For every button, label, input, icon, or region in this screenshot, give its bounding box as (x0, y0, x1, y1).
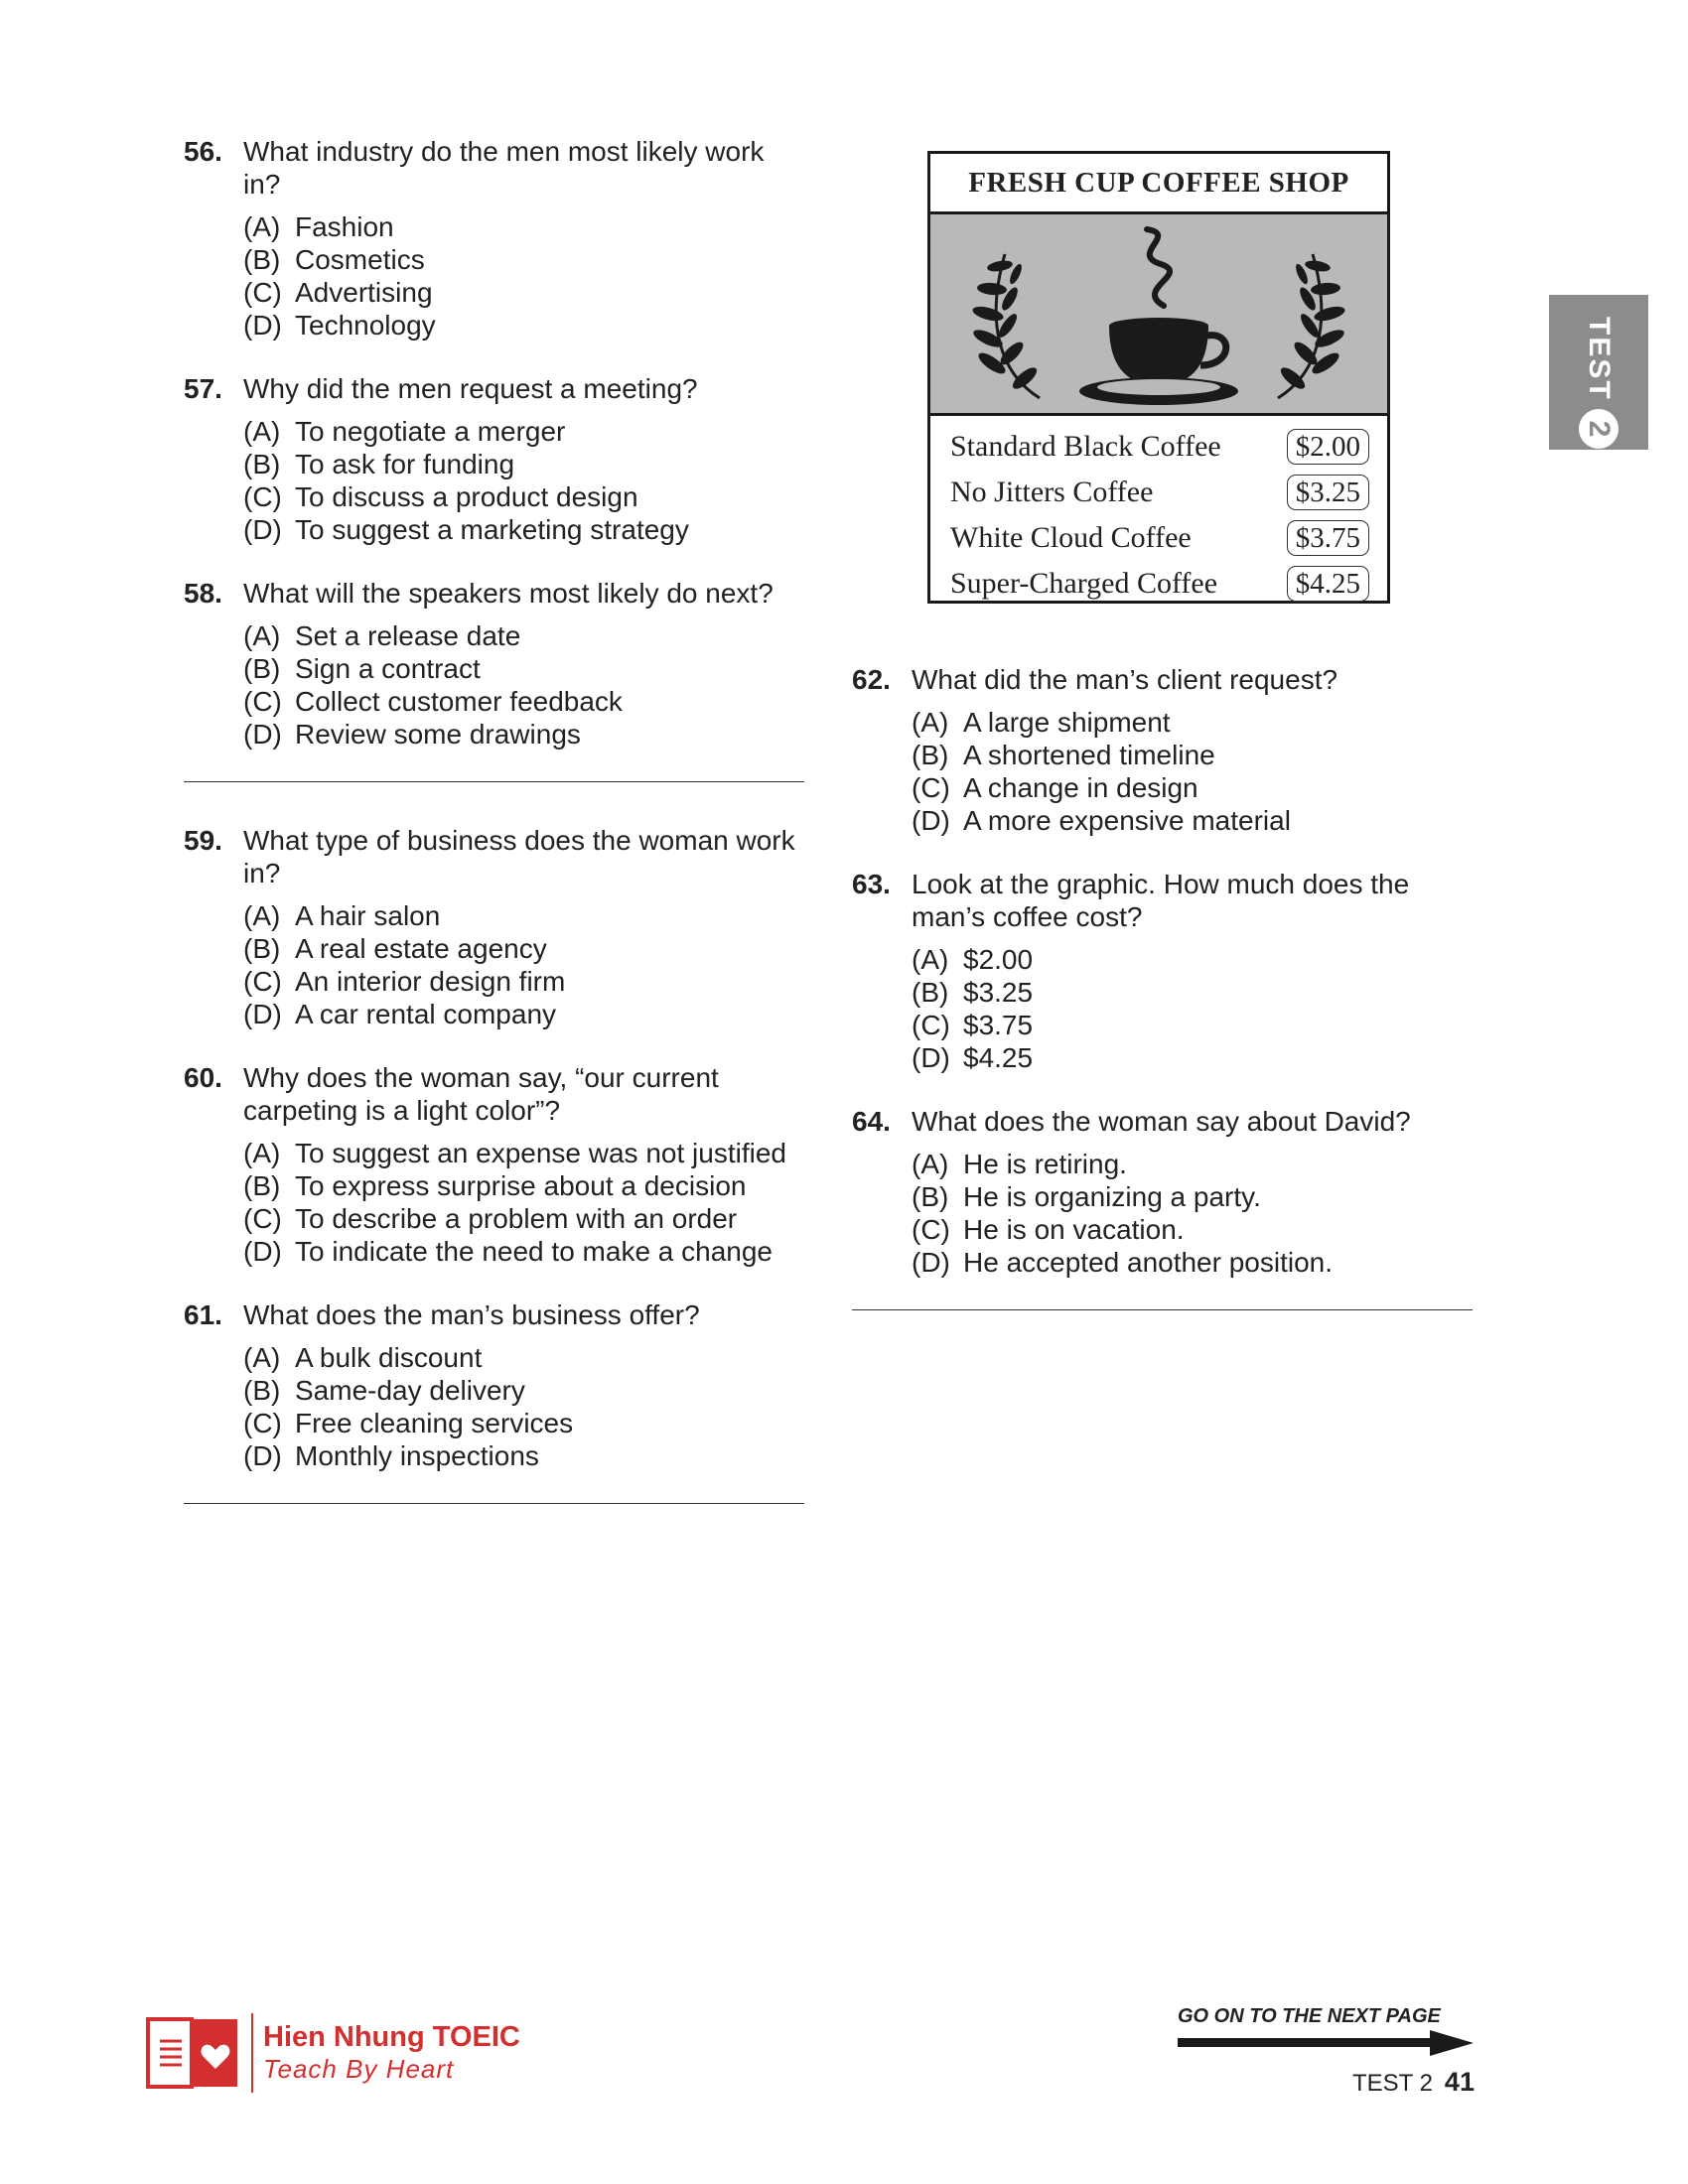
option-text: To indicate the need to make a change (295, 1236, 774, 1267)
question-59 (184, 824, 804, 1030)
question-number: 60. (184, 1062, 222, 1093)
question-number: 56. (184, 136, 222, 167)
answer-option (912, 943, 1473, 976)
answer-option (243, 619, 804, 652)
question-61 (184, 1298, 804, 1472)
option-letter: (D) (243, 514, 282, 545)
footer-test-label: TEST 2 (1352, 2070, 1433, 2097)
answer-options (243, 899, 804, 1030)
question-text: What will the speakers most likely do next? (243, 578, 774, 609)
answer-option (243, 685, 804, 718)
menu-row (950, 424, 1369, 470)
coffee-cup-icon (930, 214, 1387, 413)
menu-row (950, 515, 1369, 561)
option-text: A real estate agency (295, 933, 547, 964)
option-letter: (B) (243, 653, 281, 684)
option-letter: (A) (243, 620, 281, 651)
next-page-label: GO ON TO THE NEXT PAGE (1178, 2005, 1441, 2027)
answer-option (243, 276, 804, 309)
question-stem (852, 868, 1473, 933)
option-text: A hair salon (295, 900, 441, 931)
option-text: A bulk discount (295, 1342, 483, 1373)
option-text: $4.25 (963, 1042, 1034, 1073)
option-letter: (A) (243, 211, 281, 242)
option-text: A more expensive material (963, 805, 1291, 836)
menu-row (950, 470, 1369, 515)
answer-option (243, 1341, 804, 1374)
option-letter: (A) (912, 944, 949, 975)
answer-options (243, 210, 804, 341)
question-number: 62. (852, 664, 891, 695)
option-letter: (B) (243, 449, 281, 479)
option-text: Cosmetics (295, 244, 425, 275)
option-text: Sign a contract (295, 653, 481, 684)
question-number: 61. (184, 1299, 222, 1330)
question-64 (852, 1105, 1473, 1279)
option-text: To express surprise about a decision (295, 1170, 747, 1201)
answer-options (243, 619, 804, 751)
option-letter: (B) (912, 1181, 949, 1212)
brand-slogan: Teach By Heart (263, 2054, 455, 2084)
option-letter: (C) (243, 966, 282, 997)
option-text: Review some drawings (295, 719, 581, 750)
option-text: To discuss a product design (295, 481, 638, 512)
option-text: A change in design (963, 772, 1198, 803)
option-text: To negotiate a merger (295, 416, 566, 447)
book-heart-icon (146, 2013, 241, 2093)
answer-option (243, 1374, 804, 1407)
graphic-title: FRESH CUP COFFEE SHOP (930, 154, 1387, 214)
section-divider (852, 1309, 1473, 1310)
option-text: To ask for funding (295, 449, 515, 479)
option-text: A large shipment (963, 707, 1171, 738)
menu-item-price: $4.25 (1287, 566, 1369, 602)
option-text: Collect customer feedback (295, 686, 623, 717)
option-letter: (C) (912, 1214, 950, 1245)
answer-option (243, 1407, 804, 1439)
question-stem (184, 824, 804, 889)
answer-option (912, 804, 1473, 837)
answer-options (243, 1137, 804, 1268)
question-number: 58. (184, 578, 222, 609)
option-text: He is on vacation. (963, 1214, 1185, 1245)
option-text: $2.00 (963, 944, 1034, 975)
answer-option (912, 771, 1473, 804)
option-text: A car rental company (295, 999, 557, 1029)
menu-item-name: Standard Black Coffee (950, 430, 1221, 463)
question-number: 59. (184, 825, 222, 856)
answer-option (912, 1180, 1473, 1213)
option-text: $3.25 (963, 977, 1034, 1008)
question-text: Why did the men request a meeting? (243, 373, 698, 404)
answer-option (243, 998, 804, 1030)
brand-separator (251, 2013, 253, 2093)
answer-option (243, 1439, 804, 1472)
question-58 (184, 577, 804, 751)
question-62 (852, 663, 1473, 837)
question-text: What does the man’s business offer? (243, 1299, 700, 1330)
option-text: To describe a problem with an order (295, 1203, 738, 1234)
option-letter: (C) (243, 686, 282, 717)
answer-option (243, 480, 804, 513)
laurel-right-icon (1278, 254, 1346, 398)
question-number: 63. (852, 869, 891, 899)
option-letter: (A) (912, 707, 949, 738)
option-letter: (B) (243, 1170, 281, 1201)
question-number: 57. (184, 373, 222, 404)
option-letter: (B) (243, 933, 281, 964)
question-stem (184, 372, 804, 405)
answer-option (912, 976, 1473, 1009)
arrow-right-icon (1178, 2028, 1476, 2058)
option-letter: (D) (243, 719, 282, 750)
option-text: Free cleaning services (295, 1408, 574, 1438)
menu-item-price: $2.00 (1287, 429, 1369, 465)
answer-option (912, 1148, 1473, 1180)
answer-option (243, 1169, 804, 1202)
option-text: To suggest an expense was not justified (295, 1138, 786, 1168)
question-stem (852, 1105, 1473, 1138)
question-stem (184, 1298, 804, 1331)
option-letter: (C) (912, 1010, 950, 1040)
answer-option (912, 1041, 1473, 1074)
answer-option (912, 1246, 1473, 1279)
option-text: Set a release date (295, 620, 521, 651)
question-stem (184, 135, 804, 201)
answer-option (243, 243, 804, 276)
coffee-shop-menu-graphic (927, 151, 1390, 604)
option-letter: (A) (243, 416, 281, 447)
option-letter: (A) (243, 1138, 281, 1168)
next-page-indicator (1178, 2005, 1476, 2063)
option-text: Same-day delivery (295, 1375, 525, 1406)
menu-row (950, 561, 1369, 607)
question-stem (852, 663, 1473, 696)
option-letter: (B) (243, 1375, 281, 1406)
option-text: A shortened timeline (963, 740, 1215, 770)
option-letter: (C) (243, 1203, 282, 1234)
option-letter: (D) (912, 805, 950, 836)
left-column (184, 135, 804, 1546)
price-list (930, 416, 1387, 607)
menu-item-price: $3.75 (1287, 520, 1369, 556)
option-text: He is organizing a party. (963, 1181, 1261, 1212)
tab-label: TEST (1583, 317, 1616, 401)
option-letter: (D) (243, 310, 282, 341)
option-letter: (C) (243, 277, 282, 308)
option-letter: (A) (243, 900, 281, 931)
option-letter: (A) (912, 1149, 949, 1179)
answer-options (912, 706, 1473, 837)
option-text: Monthly inspections (295, 1440, 539, 1471)
option-letter: (D) (243, 999, 282, 1029)
answer-option (243, 652, 804, 685)
page-number: 41 (1444, 2067, 1475, 2097)
question-text: Why does the woman say, “our current carpeting is a light color”? (243, 1062, 719, 1126)
option-text: Fashion (295, 211, 394, 242)
menu-item-name: Super-Charged Coffee (950, 567, 1218, 600)
menu-item-name: No Jitters Coffee (950, 476, 1154, 508)
question-text: What did the man’s client request? (912, 664, 1338, 695)
answer-option (243, 965, 804, 998)
option-letter: (D) (912, 1042, 950, 1073)
question-57 (184, 372, 804, 546)
page-footer (1352, 2067, 1475, 2098)
answer-option (912, 739, 1473, 771)
answer-options (243, 1341, 804, 1472)
option-letter: (A) (243, 1342, 281, 1373)
question-text: Look at the graphic. How much does the man’s coffee cost? (912, 869, 1410, 932)
option-text: Advertising (295, 277, 433, 308)
option-letter: (B) (912, 977, 949, 1008)
answer-option (243, 210, 804, 243)
option-letter: (D) (912, 1247, 950, 1278)
option-text: To suggest a marketing strategy (295, 514, 689, 545)
tab-number-badge: 2 (1579, 409, 1618, 449)
menu-item-price: $3.25 (1287, 475, 1369, 510)
answer-option (243, 718, 804, 751)
answer-option (243, 1202, 804, 1235)
option-letter: (C) (243, 1408, 282, 1438)
option-letter: (C) (243, 481, 282, 512)
answer-option (243, 899, 804, 932)
option-text: He accepted another position. (963, 1247, 1334, 1278)
question-60 (184, 1061, 804, 1268)
menu-item-name: White Cloud Coffee (950, 521, 1192, 554)
option-letter: (B) (243, 244, 281, 275)
question-56 (184, 135, 804, 341)
question-63 (852, 868, 1473, 1074)
question-text: What does the woman say about David? (912, 1106, 1411, 1137)
question-stem (184, 1061, 804, 1127)
question-text: What type of business does the woman work in? (243, 825, 795, 888)
laurel-left-icon (971, 254, 1040, 398)
answer-option (243, 309, 804, 341)
question-stem (184, 577, 804, 610)
answer-options (243, 415, 804, 546)
test-side-tab (1549, 295, 1648, 450)
question-number: 64. (852, 1106, 891, 1137)
answer-option (243, 932, 804, 965)
brand-name: Hien Nhung TOEIC (263, 2021, 520, 2053)
answer-options (912, 1148, 1473, 1279)
option-letter: (C) (912, 772, 950, 803)
option-text: Technology (295, 310, 436, 341)
answer-option (912, 706, 1473, 739)
section-divider (184, 1503, 804, 1504)
answer-option (912, 1213, 1473, 1246)
option-letter: (D) (243, 1236, 282, 1267)
coffee-cup-illustration (930, 214, 1387, 416)
section-divider (184, 781, 804, 782)
brand-logo (146, 2013, 520, 2093)
right-column (852, 663, 1473, 1352)
option-letter: (D) (243, 1440, 282, 1471)
answer-option (243, 1235, 804, 1268)
answer-option (243, 448, 804, 480)
option-text: He is retiring. (963, 1149, 1127, 1179)
answer-option (243, 513, 804, 546)
answer-options (912, 943, 1473, 1074)
answer-option (912, 1009, 1473, 1041)
question-text: What industry do the men most likely work in? (243, 136, 765, 200)
answer-option (243, 1137, 804, 1169)
option-letter: (B) (912, 740, 949, 770)
answer-option (243, 415, 804, 448)
option-text: $3.75 (963, 1010, 1034, 1040)
option-text: An interior design firm (295, 966, 566, 997)
